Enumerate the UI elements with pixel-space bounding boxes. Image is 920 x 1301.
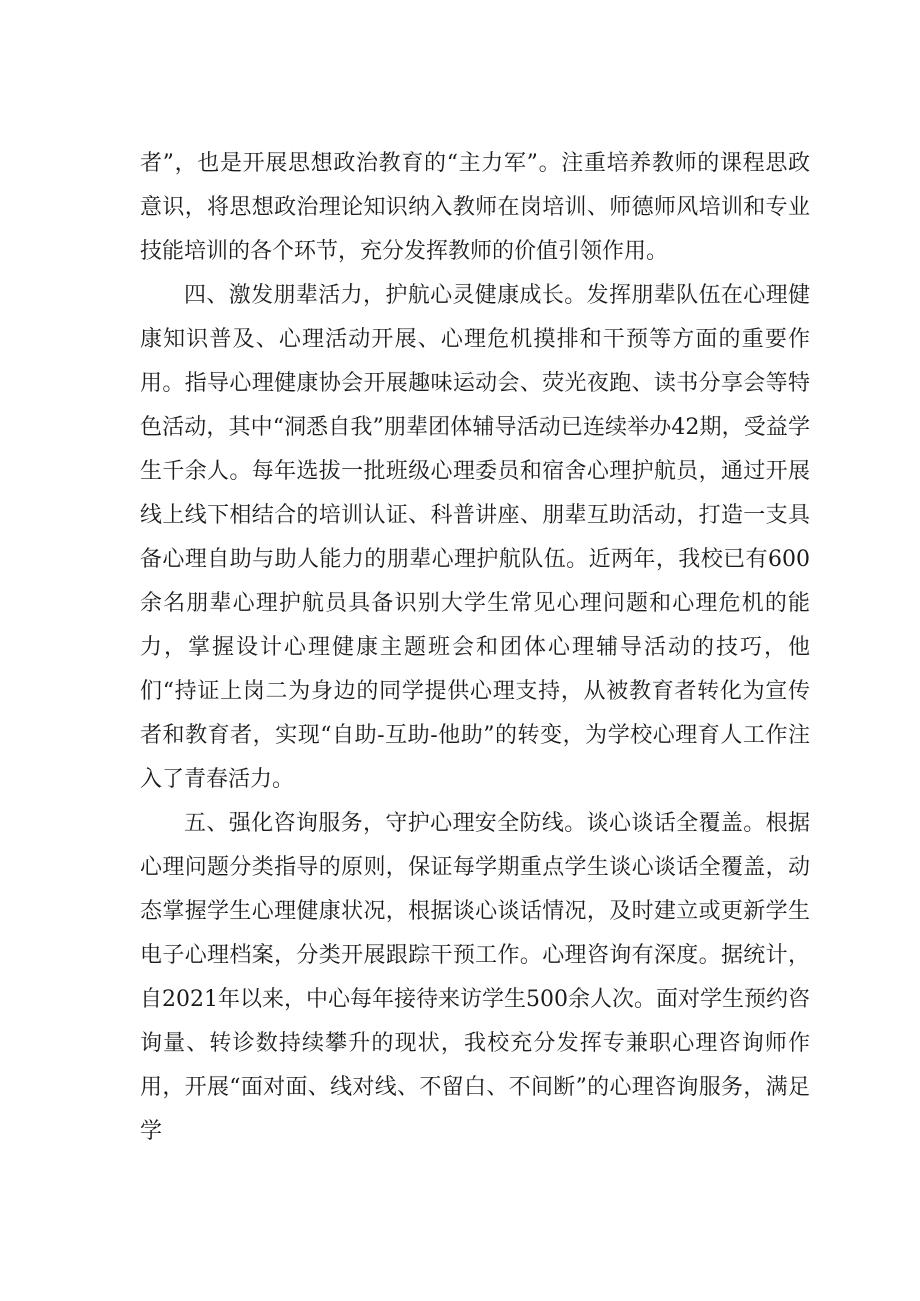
paragraph-continuation: 者”，也是开展思想政治教育的“主力军”。注重培养教师的课程思政意识，将思想政治理论知识纳入教师在岗培训、师德师风培训和专业技能培训的各个环节，充分发挥教师的价值引领作用。: [140, 151, 810, 264]
paragraph-peer-support: 四、激发朋辈活力，护航心灵健康成长。发挥朋辈队伍在心理健康知识普及、心理活动开展、心理危机摸排和干预等方面的重要作用。指导心理健康协会开展趣味运动会、荧光夜跑、读书分享会等特色活动，其中“洞悉自我”朋辈团体辅导活动已连续举办42期，受益学生千余人。每年选拔一批班级心理委员和宿舍心理护航员，通过开展线上线下相结合的培训认证、科普讲座、朋辈互助活动，打造一支具备心理自助与助人能力的朋辈心理护航队伍。近两年，我校已有600余名朋辈心理护航员具备识别大学生常见心理问题和心理危机的能力，掌握设计心理健康主题班会和团体心理辅导活动的技巧，他们“持证上岗二为身边的同学提供心理支持，从被教育者转化为宣传者和教育者，实现“自助-互助-他助”的转变，为学校心理育人工作注入了青春活力。: [140, 283, 810, 792]
paragraph-counseling-service: 五、强化咨询服务，守护心理安全防线。谈心谈话全覆盖。根据心理问题分类指导的原则，保证每学期重点学生谈心谈话全覆盖，动态掌握学生心理健康状况，根据谈心谈话情况，及时建立或更新学生电子心理档案，分类开展跟踪干预工作。心理咨询有深度。据统计，自2021年以来，中心每年接待来访学生500余人次。面对学生预约咨询量、转诊数持续攀升的现状，我校充分发挥专兼职心理咨询师作用，开展“面对面、线对线、不留白、不间断”的心理咨询服务，满足学: [140, 811, 810, 1144]
document-body: [140, 142, 810, 1154]
